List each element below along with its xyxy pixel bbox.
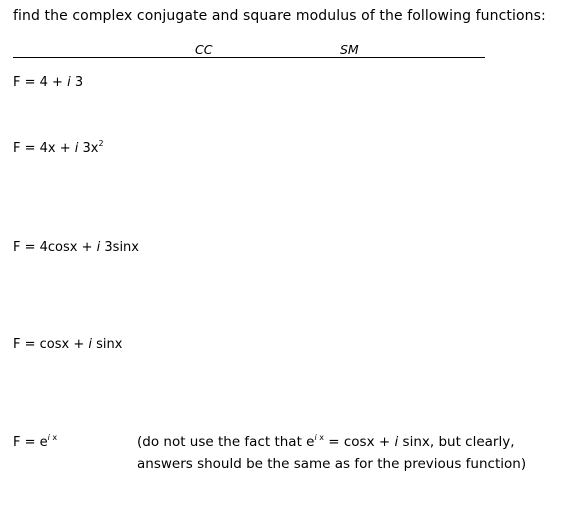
function-4-rest: sinx xyxy=(91,337,123,352)
column-header-sm: SM xyxy=(340,42,359,57)
function-2 xyxy=(13,141,104,156)
note-part1: (do not use the fact that e xyxy=(137,434,315,450)
note-exponent xyxy=(314,433,324,442)
function-1-imag-unit: i xyxy=(67,75,71,90)
note-exponent-imag-unit: i xyxy=(314,433,317,442)
function-1-rest: 3 xyxy=(70,75,84,90)
header-underline xyxy=(13,57,485,58)
note-imag-unit: i xyxy=(394,434,399,450)
column-header-cc: CC xyxy=(195,42,213,57)
note-part3: sinx, but clearly, xyxy=(398,434,515,450)
function-3 xyxy=(13,240,139,255)
note-part2: = cosx + xyxy=(323,434,395,450)
function-5-exponent-imag-unit: i xyxy=(47,433,50,442)
function-3-lhs: F = 4cosx + xyxy=(13,240,97,255)
function-2-exponent: 2 xyxy=(98,139,104,148)
note-exponent-rest: x xyxy=(316,433,324,442)
function-3-rest: 3sinx xyxy=(100,240,139,255)
note-line-2: answers should be the same as for the previous function) xyxy=(137,456,527,472)
note-text xyxy=(137,431,526,475)
note-line-1 xyxy=(137,431,526,453)
function-2-imag-unit: i xyxy=(74,141,79,156)
function-5-exponent-rest: x xyxy=(49,433,58,442)
function-5-exponent xyxy=(48,433,58,442)
function-5 xyxy=(13,435,57,450)
function-1 xyxy=(13,75,83,90)
function-2-rest: 3x xyxy=(78,141,99,156)
function-1-lhs: F = 4 + xyxy=(13,75,68,90)
function-2-lhs: F = 4x + xyxy=(13,141,75,156)
function-5-lhs: F = e xyxy=(13,435,48,450)
function-4 xyxy=(13,337,122,352)
function-4-imag-unit: i xyxy=(88,337,92,352)
instruction-text: find the complex conjugate and square modulus of the following functions: xyxy=(13,8,546,24)
function-3-imag-unit: i xyxy=(96,240,101,255)
function-4-lhs: F = cosx + xyxy=(13,337,89,352)
